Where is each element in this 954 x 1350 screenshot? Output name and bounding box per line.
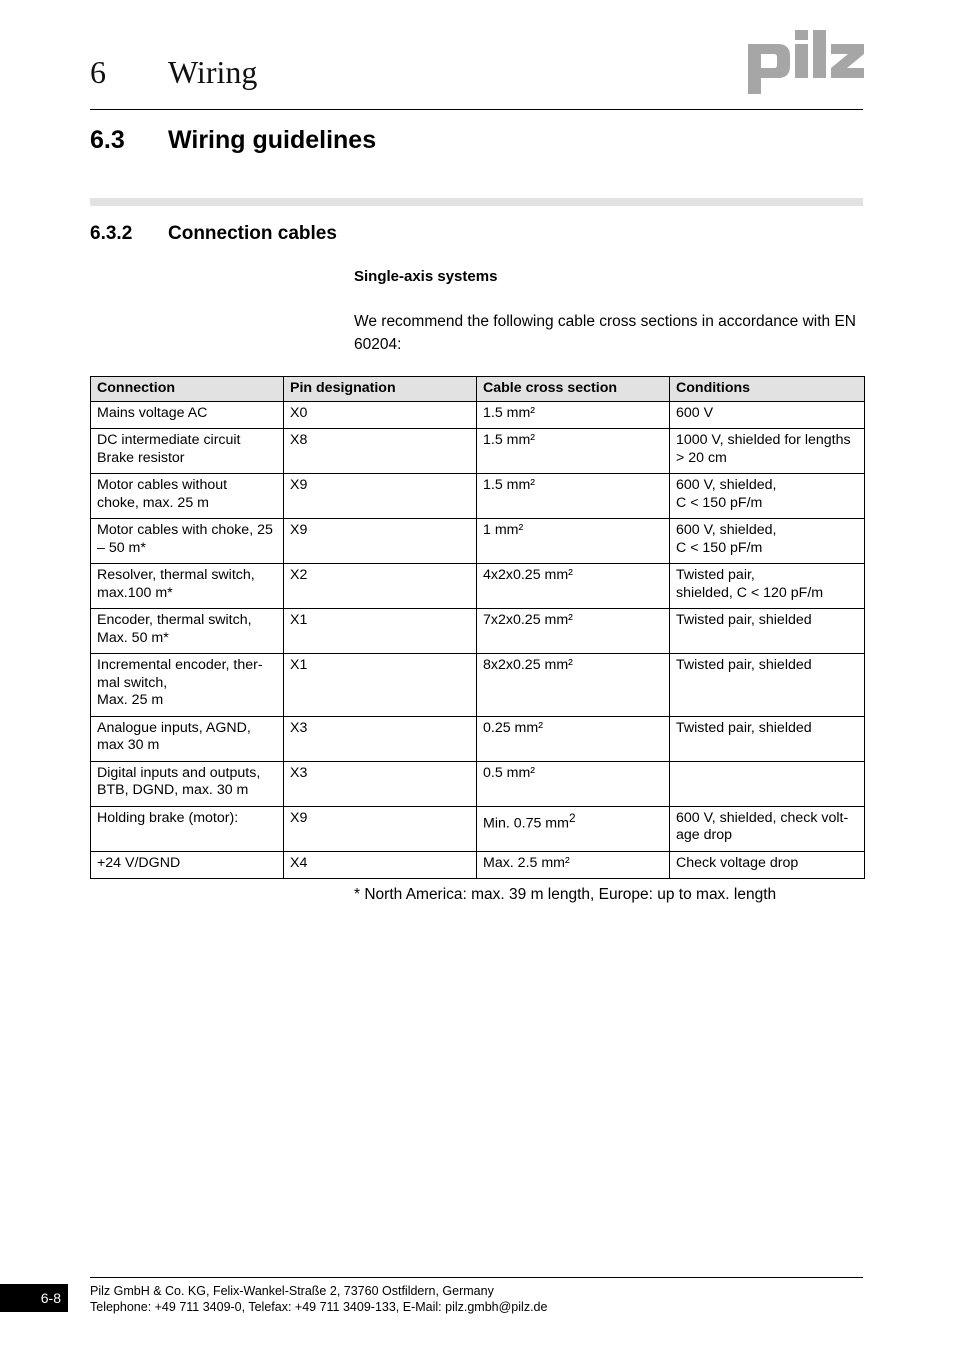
cell-cross-section xyxy=(477,474,670,519)
cell-connection-line: Mains voltage AC xyxy=(97,404,208,421)
page-number: 6-8 xyxy=(0,1284,68,1312)
cell-pin-text: X4 xyxy=(290,854,308,871)
cell-conditions-line: age drop xyxy=(676,827,733,843)
cell-conditions xyxy=(670,654,865,717)
cell-connection-line: max.100 m* xyxy=(97,584,173,601)
table-row xyxy=(91,654,865,717)
subsection-title: Connection cables xyxy=(168,223,337,244)
footnote: * North America: max. 39 m length, Europe: up to max. length xyxy=(354,886,777,903)
cell-connection-line: – 50 m* xyxy=(97,539,146,556)
section-heading xyxy=(90,124,376,156)
cell-conditions-line: 600 V, shielded, xyxy=(676,522,777,538)
cell-connection-line: Brake resistor xyxy=(97,449,185,466)
table-row xyxy=(91,761,865,806)
cell-pin xyxy=(284,716,477,761)
cell-conditions xyxy=(670,806,865,851)
cell-connection xyxy=(91,564,284,609)
cell-connection-line: Analogue inputs, AGND, xyxy=(97,719,251,736)
cell-pin xyxy=(284,654,477,717)
cell-connection-line: BTB, DGND, max. 30 m xyxy=(97,782,249,798)
cell-pin xyxy=(284,474,477,519)
cell-pin-text: X3 xyxy=(290,719,308,736)
cell-conditions xyxy=(670,429,865,474)
cell-conditions-line: Check voltage drop xyxy=(676,854,799,871)
table-row xyxy=(91,806,865,851)
intro-paragraph: We recommend the following cable cross sections in accordance with EN 60204: xyxy=(354,313,856,353)
cell-conditions xyxy=(670,761,865,806)
cell-conditions-line: shielded, C < 120 pF/m xyxy=(676,584,824,601)
cell-cross-section-text: 7x2x0.25 mm² xyxy=(483,612,573,628)
section-divider-bar xyxy=(90,198,863,206)
cell-connection-line: Motor cables without xyxy=(97,477,228,493)
cell-connection-line: Encoder, thermal switch, xyxy=(97,612,252,628)
section-title: Wiring guidelines xyxy=(168,126,377,154)
cell-connection-line: max 30 m xyxy=(97,737,160,753)
cell-cross-section xyxy=(477,806,670,851)
cell-pin-text: X9 xyxy=(290,477,308,493)
table-header-row xyxy=(91,377,865,402)
cell-cross-section xyxy=(477,761,670,806)
cell-pin xyxy=(284,609,477,654)
table-row xyxy=(91,401,865,429)
table-row xyxy=(91,716,865,761)
header-conditions: Conditions xyxy=(670,377,865,402)
cell-conditions-line: C < 150 pF/m xyxy=(676,494,763,511)
cell-cross-section xyxy=(477,654,670,717)
cell-pin xyxy=(284,519,477,564)
cell-conditions-line: C < 150 pF/m xyxy=(676,539,763,556)
table-row xyxy=(91,474,865,519)
cell-conditions-line: Twisted pair, shielded xyxy=(676,612,812,628)
cell-pin-text: X9 xyxy=(290,522,308,538)
cell-connection xyxy=(91,761,284,806)
cell-conditions-line: Twisted pair, shielded xyxy=(676,657,812,673)
cell-connection-line: Resolver, thermal switch, xyxy=(97,567,255,583)
cell-pin-text: X8 xyxy=(290,432,308,448)
cell-pin-text: X3 xyxy=(290,764,308,781)
header-connection: Connection xyxy=(91,377,284,402)
cell-connection-line: mal switch, xyxy=(97,674,168,691)
cell-conditions-line: 600 V, shielded, check volt- xyxy=(676,809,849,826)
chapter-heading xyxy=(90,52,257,92)
cell-cross-section-text: Min. 0.75 mm xyxy=(483,815,569,832)
cell-conditions xyxy=(670,851,865,879)
table-row xyxy=(91,564,865,609)
cell-connection xyxy=(91,429,284,474)
cell-conditions-line: 600 V xyxy=(676,404,714,421)
subsection-heading xyxy=(90,222,337,246)
table-row xyxy=(91,609,865,654)
cell-connection xyxy=(91,609,284,654)
cell-pin-text: X0 xyxy=(290,404,308,421)
subsection-number: 6.3.2 xyxy=(90,223,133,244)
table-body xyxy=(91,401,865,879)
chapter-number: 6 xyxy=(90,54,106,90)
cell-conditions xyxy=(670,474,865,519)
cell-connection-line: DC intermediate circuit xyxy=(97,432,241,448)
cell-connection xyxy=(91,716,284,761)
cell-cross-section xyxy=(477,716,670,761)
cell-connection xyxy=(91,851,284,879)
footer-contact: Telephone: +49 711 3409-0, Telefax: +49 711 3409-133, E-Mail: pilz.gmbh@pilz.de xyxy=(90,1300,548,1314)
table-row xyxy=(91,851,865,879)
cell-pin xyxy=(284,806,477,851)
cell-cross-section xyxy=(477,429,670,474)
footer-text xyxy=(90,1283,547,1315)
cell-connection-line: Max. 25 m xyxy=(97,692,164,708)
cell-cross-section-text: 4x2x0.25 mm² xyxy=(483,567,573,583)
cell-cross-section-text: Max. 2.5 mm² xyxy=(483,854,570,871)
cell-conditions-line: 1000 V, shielded for lengths xyxy=(676,432,851,448)
cell-connection xyxy=(91,519,284,564)
cell-conditions xyxy=(670,609,865,654)
footer-address: Pilz GmbH & Co. KG, Felix-Wankel-Straße 2, 73760 Ostfildern, Germany xyxy=(90,1284,494,1298)
cell-connection-line: choke, max. 25 m xyxy=(97,494,209,511)
cell-pin xyxy=(284,564,477,609)
header-rule xyxy=(90,109,863,110)
cell-cross-section-text: 1.5 mm² xyxy=(483,432,536,448)
cell-conditions-line: > 20 cm xyxy=(676,449,727,466)
cell-conditions xyxy=(670,519,865,564)
cell-conditions xyxy=(670,716,865,761)
cell-cross-section-text: 1 mm² xyxy=(483,522,524,538)
cable-table xyxy=(90,376,865,879)
cell-pin xyxy=(284,851,477,879)
cell-connection xyxy=(91,806,284,851)
cell-pin-text: X1 xyxy=(290,612,308,628)
cell-cross-section xyxy=(477,609,670,654)
cell-cross-section-text: 0.5 mm² xyxy=(483,764,536,781)
section-number: 6.3 xyxy=(90,126,125,154)
cell-pin-text: X2 xyxy=(290,567,308,583)
cell-connection xyxy=(91,654,284,717)
cell-connection-line: Digital inputs and outputs, xyxy=(97,764,261,781)
cell-pin xyxy=(284,761,477,806)
cell-cross-section xyxy=(477,519,670,564)
cell-connection-line: Max. 50 m* xyxy=(97,629,169,646)
cell-conditions-line: Twisted pair, xyxy=(676,567,755,583)
table-row xyxy=(91,519,865,564)
footer-rule xyxy=(90,1277,863,1278)
cell-cross-section-sup: 2 xyxy=(568,810,576,825)
table-row xyxy=(91,429,865,474)
cell-pin-text: X9 xyxy=(290,809,308,826)
header-cable-cross-section: Cable cross section xyxy=(477,377,670,402)
cell-conditions-line: 600 V, shielded, xyxy=(676,477,777,493)
cell-connection-line: Incremental encoder, ther- xyxy=(97,657,263,673)
header-pin-designation: Pin designation xyxy=(284,377,477,402)
cell-cross-section-text: 1.5 mm² xyxy=(483,404,536,421)
cell-conditions xyxy=(670,564,865,609)
cell-connection-line: Motor cables with choke, 25 xyxy=(97,522,273,538)
cell-connection-line: Holding brake (motor): xyxy=(97,809,239,826)
cell-conditions xyxy=(670,401,865,429)
cell-conditions-line: Twisted pair, shielded xyxy=(676,719,812,736)
cell-pin-text: X1 xyxy=(290,657,308,673)
subheading: Single-axis systems xyxy=(354,268,498,285)
cell-cross-section-text: 8x2x0.25 mm² xyxy=(483,657,573,673)
pilz-logo xyxy=(748,30,864,94)
cell-pin xyxy=(284,401,477,429)
cell-connection-line: +24 V/DGND xyxy=(97,854,181,871)
chapter-title: Wiring xyxy=(168,54,258,90)
cell-cross-section xyxy=(477,851,670,879)
cell-cross-section-text: 0.25 mm² xyxy=(483,719,543,736)
cell-cross-section xyxy=(477,564,670,609)
cell-pin xyxy=(284,429,477,474)
cell-connection xyxy=(91,401,284,429)
cell-connection xyxy=(91,474,284,519)
cell-cross-section xyxy=(477,401,670,429)
cell-cross-section-text: 1.5 mm² xyxy=(483,477,536,493)
